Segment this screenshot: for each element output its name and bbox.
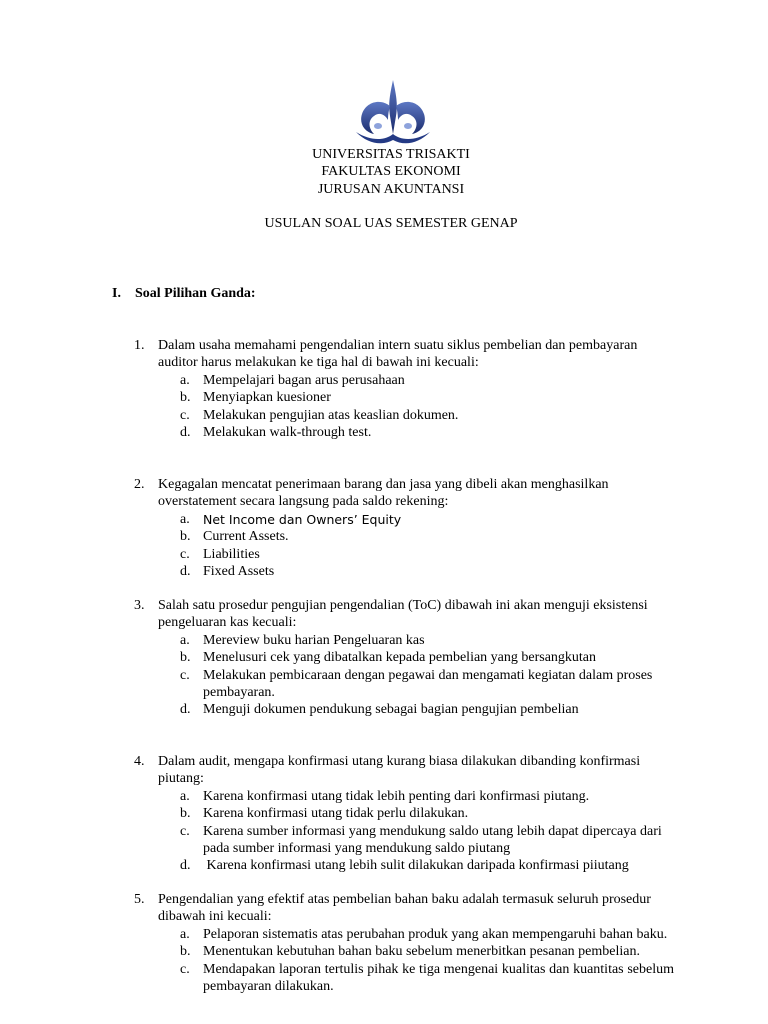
document-subtitle: USULAN SOAL UAS SEMESTER GENAP — [264, 216, 518, 231]
question-number: 4. — [134, 754, 145, 769]
question-3 — [134, 597, 674, 719]
option-c: c. Melakukan pembicaraan dengan pegawai dan mengamati kegiatan dalam proses pembayaran. — [180, 667, 653, 701]
department-name: JURUSAN AKUNTANSI — [317, 181, 465, 197]
option-c: c. Karena sumber informasi yang mendukung saldo utang lebih dapat dipercaya dari pada sumber informasi yang mendukung saldo piutang — [180, 823, 662, 857]
option-a: a. Mereview buku harian Pengeluaran kas — [180, 632, 425, 648]
section-title: Soal Pilihan Ganda: — [135, 286, 256, 301]
question-text: Salah satu prosedur pengujian pengendalian (ToC) dibawah ini akan menguji eksistensi pengeluaran kas kecuali: — [158, 598, 648, 631]
section-heading — [112, 285, 256, 302]
option-c: c. Melakukan pengujian atas keaslian dokumen. — [180, 407, 459, 423]
option-b: b. Menentukan kebutuhan bahan baku sebelum menerbitkan pesanan pembelian. — [180, 944, 640, 960]
option-a: a. Mempelajari bagan arus perusahaan — [180, 372, 405, 388]
option-d: d. Melakukan walk-through test. — [180, 425, 372, 441]
question-1 — [134, 337, 674, 441]
question-text: Kegagalan mencatat penerimaan barang dan jasa yang dibeli akan menghasilkan overstatement secara langsung pada saldo rekening: — [158, 477, 609, 510]
question-2 — [134, 476, 674, 580]
university-name: UNIVERSITAS TRISAKTI — [312, 147, 470, 162]
university-crest-icon — [352, 76, 434, 148]
option-d: d. Fixed Assets — [180, 564, 275, 580]
question-5 — [134, 891, 674, 995]
option-d: d. Karena konfirmasi utang lebih sulit dilakukan daripada konfirmasi piiutang — [180, 858, 629, 874]
option-a: a. Pelaporan sistematis atas perubahan produk yang akan mempengaruhi bahan baku. — [180, 926, 668, 942]
option-d: d. Menguji dokumen pendukung sebagai bagian pengujian pembelian — [180, 702, 579, 718]
option-b: b. Menelusuri cek yang dibatalkan kepada pembelian yang bersangkutan — [180, 650, 597, 666]
option-b: b. Karena konfirmasi utang tidak perlu dilakukan. — [180, 806, 469, 822]
question-number: 2. — [134, 477, 145, 492]
document-header — [0, 146, 768, 198]
question-number: 3. — [134, 598, 145, 613]
question-text: Dalam usaha memahami pengendalian intern suatu siklus pembelian dan pembayaran auditor harus melakukan ke tiga hal di bawah ini kecuali: — [158, 338, 638, 371]
question-text: Pengendalian yang efektif atas pembelian bahan baku adalah termasuk seluruh prosedur dibawah ini kecuali: — [158, 892, 651, 925]
option-c: c. Liabilities — [180, 546, 260, 562]
question-number: 1. — [134, 338, 145, 353]
question-text: Dalam audit, mengapa konfirmasi utang kurang biasa dilakukan dibanding konfirmasi piutang: — [158, 754, 641, 787]
option-b: b. Current Assets. — [180, 529, 289, 545]
option-a: a. Karena konfirmasi utang tidak lebih penting dari konfirmasi piutang. — [180, 788, 590, 804]
option-c: c. Mendapakan laporan tertulis pihak ke tiga mengenai kualitas dan kuantitas sebelum pembayaran dilakukan. — [180, 961, 674, 995]
option-b: b. Menyiapkan kuesioner — [180, 390, 331, 406]
option-a: a. Net Income dan Owners’ Equity — [180, 511, 402, 527]
faculty-name: FAKULTAS EKONOMI — [321, 164, 461, 180]
question-4 — [134, 753, 674, 875]
section-number: I. — [112, 286, 121, 301]
question-number: 5. — [134, 892, 145, 907]
